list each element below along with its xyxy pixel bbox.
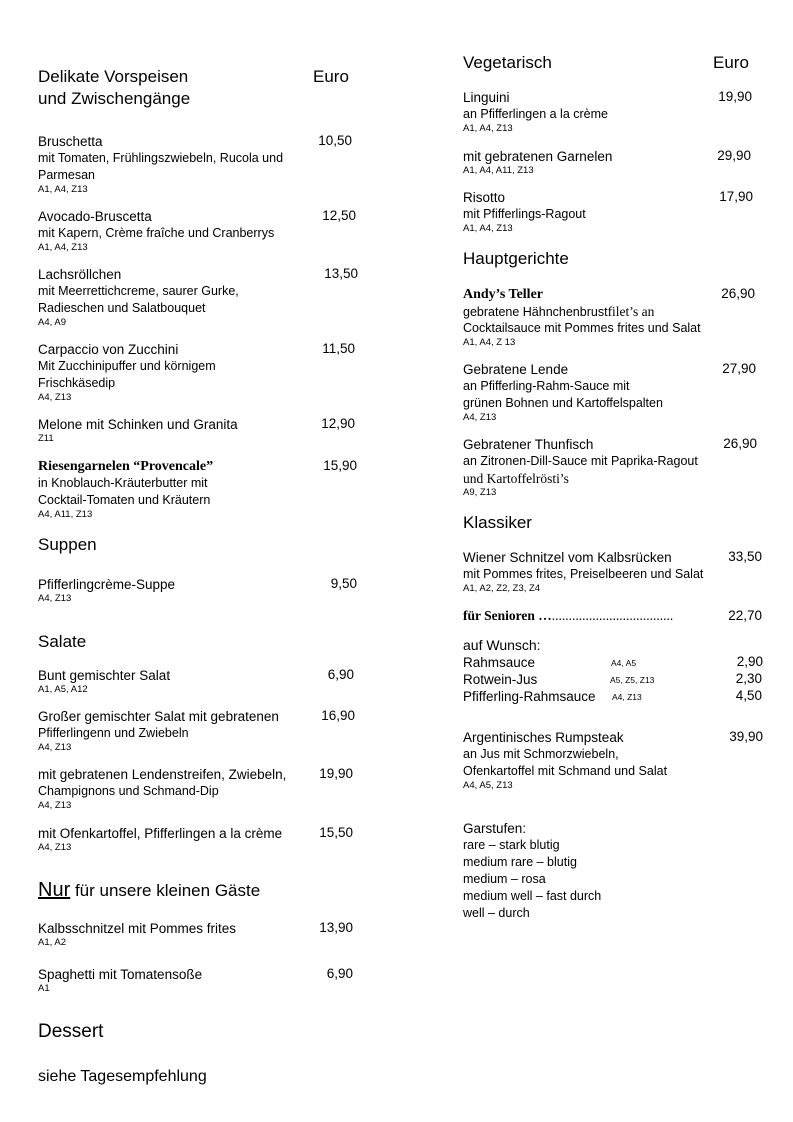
- dish-price: 19,90: [319, 766, 353, 781]
- dessert-text: siehe Tagesempfehlung: [38, 1068, 207, 1085]
- garstufe-line: well – durch: [463, 906, 530, 920]
- dish-name: Kalbsschnitzel mit Pommes frites: [38, 921, 237, 936]
- dish-price: 10,50: [318, 133, 352, 148]
- extra-sauce: Pfifferling-Rahmsauce: [463, 689, 596, 704]
- extra-price: 2,30: [735, 671, 762, 686]
- dish-desc: mit Meerrettichcreme, saurer Gurke,: [38, 284, 239, 298]
- allergen-code: A1, A4, A11, Z13: [463, 165, 534, 176]
- garstufen-title: Garstufen:: [463, 821, 527, 836]
- allergen-code: A4, A9: [38, 317, 66, 328]
- allergen-code: Z11: [38, 433, 54, 444]
- dish-name: Bruschetta: [38, 134, 103, 149]
- section-title-suppen: Suppen: [38, 535, 97, 554]
- dish-name: Pfifferlingcrème-Suppe: [38, 577, 176, 592]
- allergen-code: A4, Z13: [38, 842, 72, 853]
- dish-price: 26,90: [723, 436, 757, 451]
- allergen-code: A4, Z13: [38, 742, 72, 753]
- allergen-code: A4, A11, Z13: [38, 509, 93, 520]
- dish-name: Riesengarnelen “Provencale”: [38, 459, 214, 474]
- dish-desc: Mit Zucchinipuffer und körnigem: [38, 359, 216, 373]
- dish-name: Spaghetti mit Tomatensoße: [38, 967, 203, 982]
- dish-desc: mit Kapern, Crème fraîche und Cranberrys: [38, 226, 275, 240]
- dish-desc: an Jus mit Schmorzwiebeln,: [463, 747, 619, 761]
- dish-name: Wiener Schnitzel vom Kalbsrücken: [463, 550, 672, 565]
- dish-desc: Pfifferlingenn und Zwiebeln: [38, 726, 189, 740]
- dish-price: 13,50: [324, 266, 358, 281]
- allergen-code: A1, A4, Z13: [38, 184, 88, 195]
- dish-desc: und Kartoffelrösti’s: [463, 471, 569, 486]
- allergen-code: A1: [38, 983, 50, 994]
- dish-name: mit Ofenkartoffel, Pfifferlingen a la crème: [38, 826, 283, 841]
- garstufe-line: medium well – fast durch: [463, 889, 602, 903]
- section-title-vegetarisch: Vegetarisch: [463, 53, 552, 72]
- allergen-code: A1, A2: [38, 937, 66, 948]
- dish-desc: an Pfifferling-Rahm-Sauce mit: [463, 379, 630, 393]
- allergen-code: A4, Z13: [612, 692, 642, 702]
- dish-desc: Cocktail-Tomaten und Kräutern: [38, 493, 211, 507]
- allergen-code: A1, A4, Z13: [463, 123, 513, 134]
- dish-price: 12,50: [322, 208, 356, 223]
- allergen-code: A1, A5, A12: [38, 684, 88, 695]
- dish-desc: grünen Bohnen und Kartoffelspalten: [463, 396, 663, 410]
- dish-price: 33,50: [728, 549, 762, 564]
- dish-price: 27,90: [722, 361, 756, 376]
- allergen-code: A1, A4, Z13: [463, 223, 513, 234]
- section-title-klassiker: Klassiker: [463, 513, 532, 532]
- dish-desc: mit Pommes frites, Preiselbeeren und Salat: [463, 567, 704, 581]
- allergen-code: A4, Z13: [38, 800, 72, 811]
- dish-price: 29,90: [717, 148, 751, 163]
- allergen-code: A1, A4, Z13: [38, 242, 88, 253]
- dish-name: Linguini: [463, 90, 510, 105]
- section-title-kinder: [38, 879, 260, 902]
- dish-price: 39,90: [729, 729, 763, 744]
- dish-price: 6,90: [326, 966, 353, 981]
- dish-price: 26,90: [721, 286, 755, 301]
- section-title-dessert: Dessert: [38, 1021, 104, 1042]
- dish-price: 11,50: [322, 341, 355, 356]
- dish-price: 6,90: [327, 667, 354, 682]
- dish-desc: Cocktailsauce mit Pommes frites und Salat: [463, 321, 701, 335]
- kinder-title-rest: für unsere kleinen Gäste: [70, 881, 261, 900]
- dish-desc: mit Tomaten, Frühlingszwiebeln, Rucola und: [38, 151, 284, 165]
- allergen-code: A4, Z13: [463, 412, 497, 423]
- dish-price: 16,90: [321, 708, 355, 723]
- dish-name: Andy’s Teller: [463, 287, 543, 302]
- allergen-code: A4, A5, Z13: [463, 780, 513, 791]
- dish-name: Bunt gemischter Salat: [38, 668, 171, 683]
- dish-desc: Ofenkartoffel mit Schmand und Salat: [463, 764, 668, 778]
- dish-name: Lachsröllchen: [38, 267, 122, 282]
- dish-price: 17,90: [719, 189, 753, 204]
- dish-name: Großer gemischter Salat mit gebratenen: [38, 709, 279, 724]
- extra-sauce: Rahmsauce: [463, 655, 536, 670]
- dish-price: 22,70: [728, 608, 762, 623]
- dish-price: 13,90: [319, 920, 353, 935]
- allergen-code: A9, Z13: [463, 487, 497, 498]
- dish-price: 15,50: [319, 825, 353, 840]
- dish-price: 12,90: [321, 416, 355, 431]
- dish-desc: an Pfifferlingen a la crème: [463, 107, 608, 121]
- section-title-vorspeisen: Delikate Vorspeisen: [38, 67, 189, 86]
- dish-desc: Frischkäsedip: [38, 376, 116, 390]
- dish-price: 15,90: [323, 458, 357, 473]
- senioren-line: für Senioren …....................................: [463, 608, 674, 623]
- dish-desc: gebratene Hähnchenbrustfilet’s an: [463, 304, 655, 319]
- garstufe-line: medium rare – blutig: [463, 855, 577, 869]
- section-title-vorspeisen-2: und Zwischengänge: [38, 89, 191, 108]
- allergen-code: A4, A5: [611, 658, 637, 668]
- dish-name: Melone mit Schinken und Granita: [38, 417, 238, 432]
- dish-name: Avocado-Bruscetta: [38, 209, 152, 224]
- dish-name: Risotto: [463, 190, 506, 205]
- dish-name: Carpaccio von Zucchini: [38, 342, 179, 357]
- allergen-code: A5, Z5, Z13: [610, 675, 655, 685]
- dish-desc: an Zitronen-Dill-Sauce mit Paprika-Ragout: [463, 454, 698, 468]
- dish-price: 19,90: [718, 89, 752, 104]
- extra-sauce: Rotwein-Jus: [463, 672, 538, 687]
- allergen-code: A1, A4, Z 13: [463, 337, 516, 348]
- dish-price: 9,50: [330, 576, 357, 591]
- dish-name: mit gebratenen Lendenstreifen, Zwiebeln,: [38, 767, 287, 782]
- kinder-title-underlined: Nur: [38, 879, 71, 901]
- section-title-hauptgerichte: Hauptgerichte: [463, 249, 569, 268]
- currency-header: Euro: [313, 67, 349, 86]
- dish-name: Gebratener Thunfisch: [463, 437, 594, 452]
- garstufe-line: rare – stark blutig: [463, 838, 560, 852]
- dish-desc: mit Pfifferlings-Ragout: [463, 207, 586, 221]
- dish-desc: Champignons und Schmand-Dip: [38, 784, 219, 798]
- dish-name: mit gebratenen Garnelen: [463, 149, 613, 164]
- dish-desc: Parmesan: [38, 168, 95, 182]
- allergen-code: A1, A2, Z2, Z3, Z4: [463, 583, 541, 594]
- dish-name: Gebratene Lende: [463, 362, 569, 377]
- garstufe-line: medium – rosa: [463, 872, 546, 886]
- extra-price: 2,90: [736, 654, 763, 669]
- allergen-code: A4, Z13: [38, 392, 72, 403]
- dish-name: Argentinisches Rumpsteak: [463, 730, 624, 745]
- dish-desc: in Knoblauch-Kräuterbutter mit: [38, 476, 208, 490]
- extra-price: 4,50: [735, 688, 762, 703]
- dish-desc: Radieschen und Salatbouquet: [38, 301, 206, 315]
- section-title-salate: Salate: [38, 632, 87, 651]
- allergen-code: A4, Z13: [38, 593, 72, 604]
- wunsch-title: auf Wunsch:: [463, 637, 541, 653]
- currency-header: Euro: [713, 53, 749, 72]
